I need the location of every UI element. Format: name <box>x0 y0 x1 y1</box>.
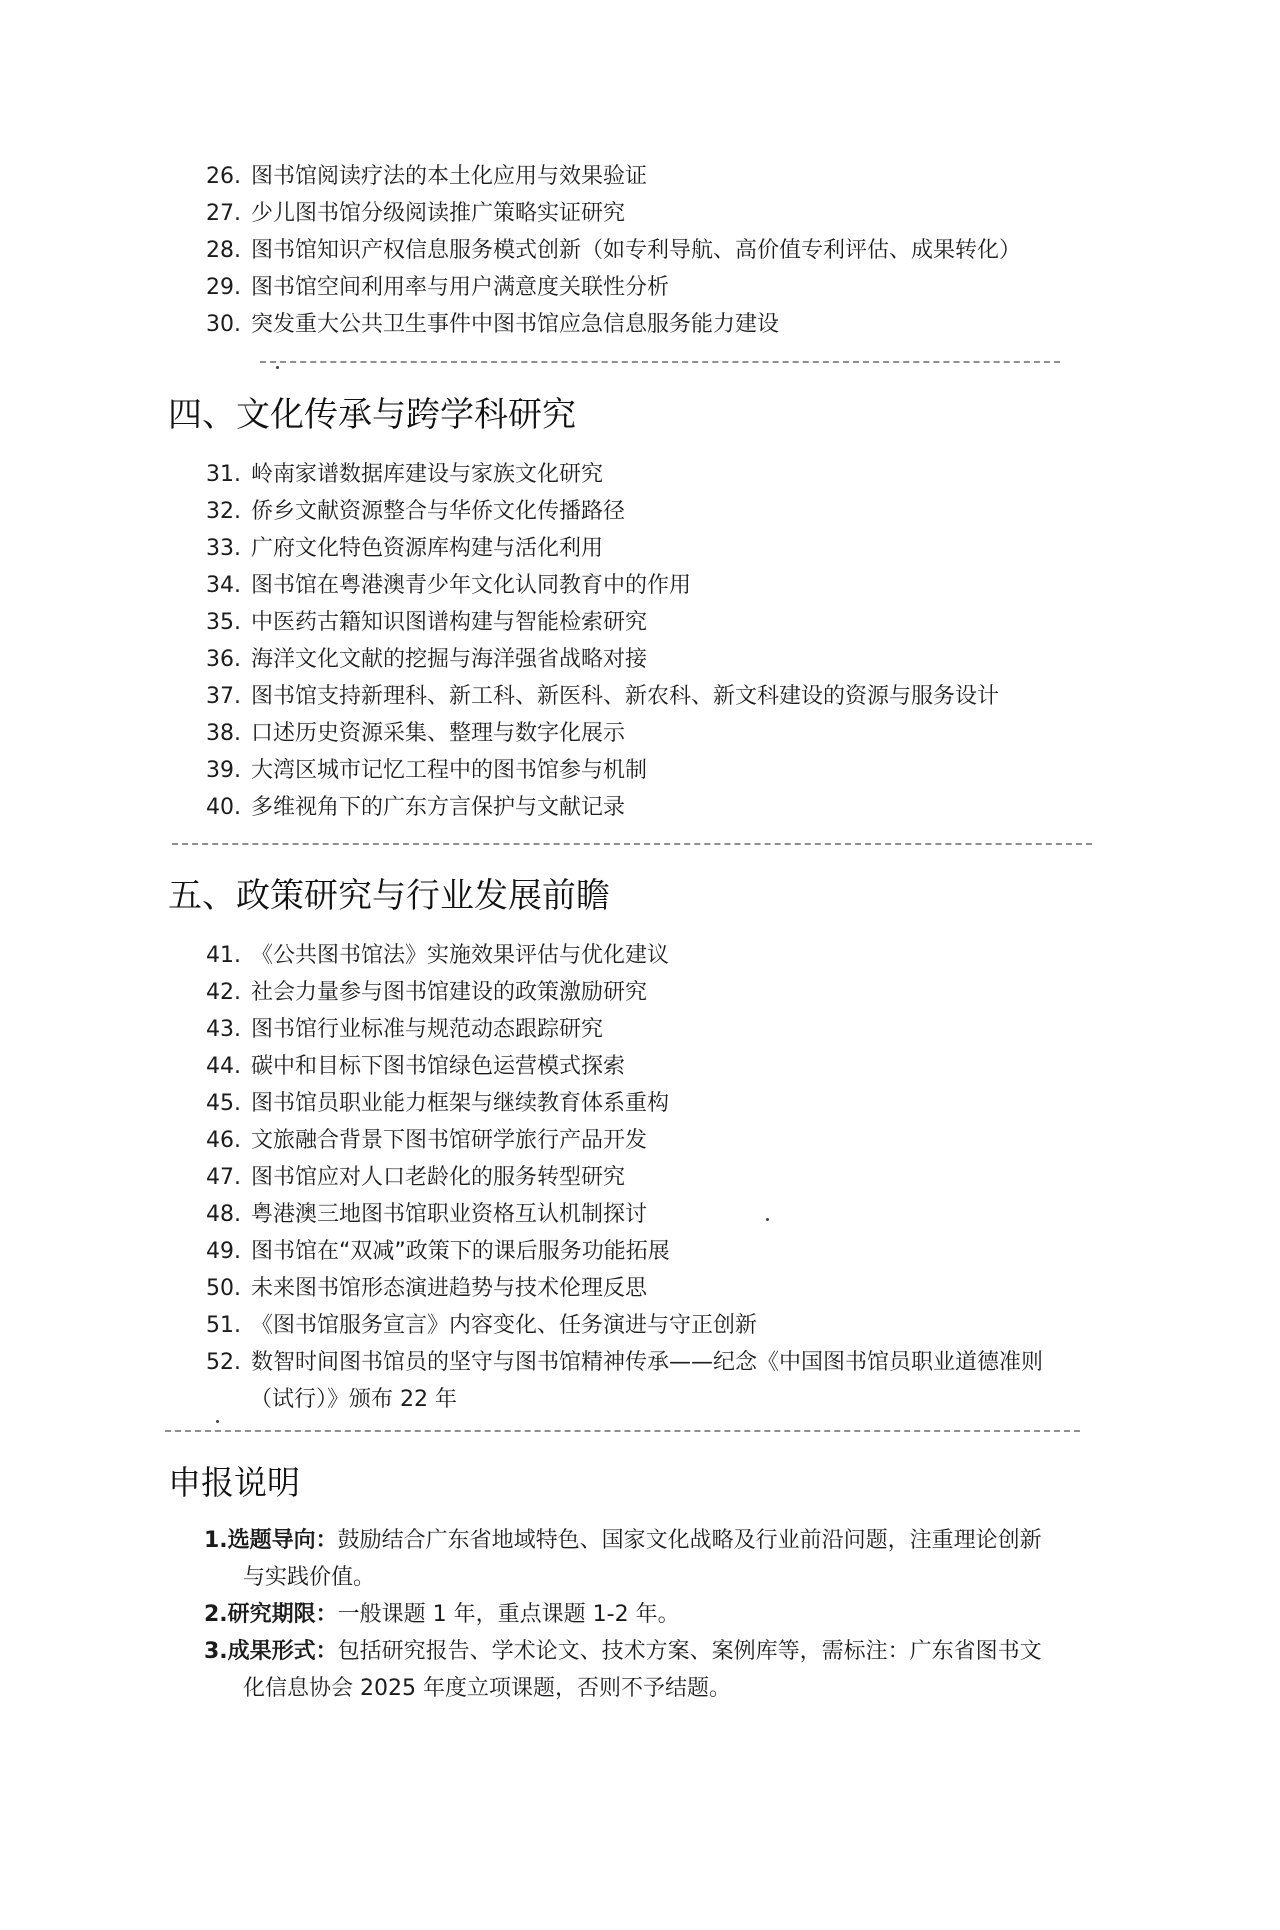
section-heading: 五、政策研究与行业发展前瞻 <box>168 876 610 916</box>
list-item <box>206 456 603 493</box>
list-item <box>206 715 625 752</box>
item-number: 48. <box>206 1202 241 1227</box>
item-number: 49. <box>206 1239 241 1264</box>
item-text: 图书馆知识产权信息服务模式创新（如专利导航、高价值专利评估、成果转化） <box>251 238 1022 263</box>
item-text: 图书馆应对人口老龄化的服务转型研究 <box>251 1165 626 1190</box>
list-item <box>206 1048 625 1085</box>
item-number: 38. <box>206 721 241 746</box>
list-item <box>206 1307 757 1344</box>
item-number: 40. <box>206 795 241 820</box>
note-text: 一般课题 1 年，重点课题 1-2 年。 <box>337 1602 680 1627</box>
note-text: 鼓励结合广东省地域特色、国家文化战略及行业前沿问题，注重理论创新 <box>337 1528 1042 1553</box>
list-item <box>206 1159 625 1196</box>
scan-speck <box>276 366 279 369</box>
item-number: 36. <box>206 647 241 672</box>
item-text: 文旅融合背景下图书馆研学旅行产品开发 <box>251 1128 648 1153</box>
item-number: 29. <box>206 275 241 300</box>
list-item <box>206 789 625 826</box>
item-number: 45. <box>206 1091 241 1116</box>
item-text: 《公共图书馆法》实施效果评估与优化建议 <box>251 943 670 968</box>
item-text: 社会力量参与图书馆建设的政策激励研究 <box>251 980 648 1005</box>
section-divider <box>260 361 1060 363</box>
item-text: 突发重大公共卫生事件中图书馆应急信息服务能力建设 <box>251 312 780 337</box>
item-number: 26. <box>206 164 241 189</box>
item-number: 44. <box>206 1054 241 1079</box>
item-number: 47. <box>206 1165 241 1190</box>
note-continuation: 化信息协会 2025 年度立项课题，否则不予结题。 <box>243 1676 731 1701</box>
list-item <box>206 641 647 678</box>
item-number: 42. <box>206 980 241 1005</box>
item-number: 27. <box>206 201 241 226</box>
list-item <box>206 493 625 530</box>
note-text: 包括研究报告、学术论文、技术方案、案例库等，需标注：广东省图书文 <box>337 1639 1042 1664</box>
item-number: 52. <box>206 1350 241 1375</box>
section-heading: 四、文化传承与跨学科研究 <box>168 395 576 435</box>
item-text: 数智时间图书馆员的坚守与图书馆精神传承——纪念《中国图书馆员职业道德准则 <box>251 1350 1044 1375</box>
list-item <box>206 1085 669 1122</box>
item-number: 41. <box>206 943 241 968</box>
item-text: 图书馆在粤港澳青少年文化认同教育中的作用 <box>251 573 692 598</box>
list-item <box>206 752 647 789</box>
item-number: 37. <box>206 684 241 709</box>
item-text: 多维视角下的广东方言保护与文献记录 <box>251 795 626 820</box>
scan-speck <box>766 1218 769 1221</box>
item-text: 粤港澳三地图书馆职业资格互认机制探讨 <box>251 1202 648 1227</box>
item-text: 图书馆员职业能力框架与继续教育体系重构 <box>251 1091 670 1116</box>
note-label: 1.选题导向： <box>204 1528 338 1553</box>
item-text: 图书馆支持新理科、新工科、新医科、新农科、新文科建设的资源与服务设计 <box>251 684 1000 709</box>
item-number: 32. <box>206 499 241 524</box>
item-number: 30. <box>206 312 241 337</box>
list-item <box>206 604 647 641</box>
list-item <box>206 306 779 343</box>
list-item <box>206 195 625 232</box>
item-text: 海洋文化文献的挖掘与海洋强省战略对接 <box>251 647 648 672</box>
note-label: 2.研究期限： <box>204 1602 338 1627</box>
item-text: 《图书馆服务宣言》内容变化、任务演进与守正创新 <box>251 1313 758 1338</box>
item-number: 51. <box>206 1313 241 1338</box>
item-number: 39. <box>206 758 241 783</box>
item-text: 侨乡文献资源整合与华侨文化传播路径 <box>251 499 626 524</box>
item-text: 碳中和目标下图书馆绿色运营模式探索 <box>251 1054 626 1079</box>
notes-heading: 申报说明 <box>168 1463 300 1502</box>
list-item <box>206 937 669 974</box>
note-label: 3.成果形式： <box>204 1639 338 1664</box>
note-item <box>204 1596 680 1633</box>
item-text: 图书馆在“双减”政策下的课后服务功能拓展 <box>251 1239 670 1264</box>
list-item <box>206 158 647 195</box>
list-item <box>206 1196 647 1233</box>
item-number: 46. <box>206 1128 241 1153</box>
item-text: 广府文化特色资源库构建与活化利用 <box>251 536 604 561</box>
item-text: 图书馆空间利用率与用户满意度关联性分析 <box>251 275 670 300</box>
scan-speck <box>216 1420 219 1423</box>
list-item <box>206 1344 1043 1381</box>
item-number: 33. <box>206 536 241 561</box>
item-text: 少儿图书馆分级阅读推广策略实证研究 <box>251 201 626 226</box>
section-divider <box>172 843 1092 845</box>
note-continuation: 与实践价值。 <box>243 1565 376 1590</box>
item-text: 岭南家谱数据库建设与家族文化研究 <box>251 462 604 487</box>
item-text: 中医药古籍知识图谱构建与智能检索研究 <box>251 610 648 635</box>
list-item <box>206 1233 670 1270</box>
note-item <box>204 1633 1042 1670</box>
list-item <box>206 530 603 567</box>
item-text: 图书馆阅读疗法的本土化应用与效果验证 <box>251 164 648 189</box>
note-item <box>204 1522 1042 1559</box>
item-text: 口述历史资源采集、整理与数字化展示 <box>251 721 626 746</box>
item-text: 大湾区城市记忆工程中的图书馆参与机制 <box>251 758 648 783</box>
list-item-continuation: （试行）》颁布 22 年 <box>250 1387 457 1412</box>
list-item <box>206 974 647 1011</box>
item-number: 31. <box>206 462 241 487</box>
item-text: 未来图书馆形态演进趋势与技术伦理反思 <box>251 1276 648 1301</box>
list-item <box>206 1122 647 1159</box>
item-number: 28. <box>206 238 241 263</box>
list-item <box>206 1270 647 1307</box>
item-number: 50. <box>206 1276 241 1301</box>
item-number: 43. <box>206 1017 241 1042</box>
list-item <box>206 678 999 715</box>
list-item <box>206 232 1021 269</box>
item-number: 34. <box>206 573 241 598</box>
list-item <box>206 269 669 306</box>
section-divider <box>165 1430 1080 1432</box>
item-text: 图书馆行业标准与规范动态跟踪研究 <box>251 1017 604 1042</box>
list-item <box>206 567 691 604</box>
list-item <box>206 1011 603 1048</box>
item-number: 35. <box>206 610 241 635</box>
